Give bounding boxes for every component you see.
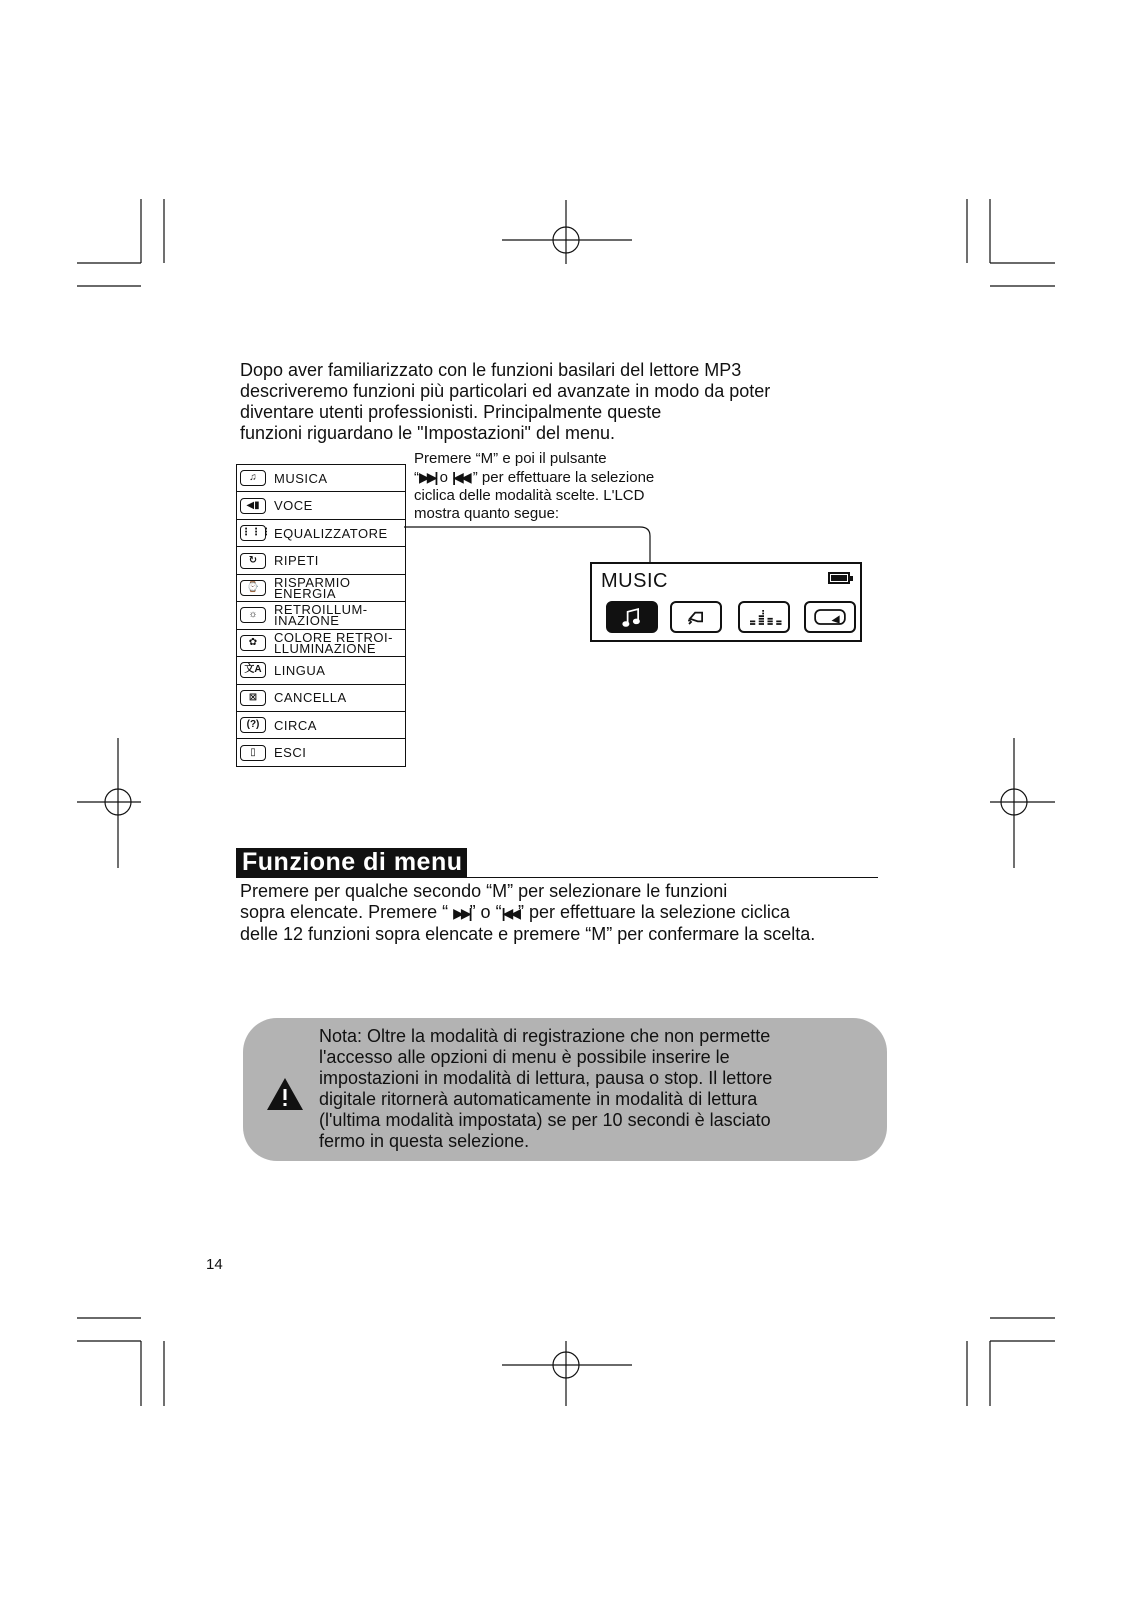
menu-item-label-line: LINGUA: [274, 662, 326, 678]
callout-line: [414, 468, 654, 487]
body-line: Premere per qualche secondo “M” per selezionare le funzioni: [240, 881, 728, 901]
prev-track-icon: |◀◀: [452, 469, 469, 485]
lcd-title: MUSIC: [601, 570, 668, 592]
menu-item[interactable]: [237, 492, 405, 519]
callout-leader-line: [404, 526, 664, 566]
settings-menu-list: [236, 464, 406, 767]
section-title: Funzione di menu: [242, 848, 463, 876]
menu-item-label-line: CIRCA: [274, 717, 317, 733]
note-line: l'accesso alle opzioni di menu è possibile inserire le: [319, 1047, 730, 1067]
menu-item-label: [274, 690, 347, 706]
lcd-equalizer-button[interactable]: [738, 601, 790, 633]
voice-icon: ◀▮: [240, 498, 266, 514]
menu-item-label: [274, 629, 393, 656]
intro-line: Dopo aver familiarizzato con le funzioni basilari del lettore MP3: [240, 360, 742, 380]
delete-icon: ⊠: [240, 690, 266, 706]
menu-item-label: [274, 745, 307, 761]
lcd-repeat-button[interactable]: [804, 601, 856, 633]
callout-or: o: [435, 469, 453, 486]
callout-line-rest: ” per effettuare la selezione: [468, 469, 655, 486]
menu-item[interactable]: [237, 630, 405, 657]
menu-item-label: [274, 574, 351, 601]
menu-item-label-line: COLORE RETROI-: [274, 629, 393, 645]
lcd-voice-button[interactable]: [670, 601, 722, 633]
menu-item-label-line: RISPARMIO: [274, 574, 351, 590]
note-box: [243, 1018, 887, 1161]
intro-paragraph: [240, 360, 770, 444]
callout-line: mostra quanto segue:: [414, 505, 560, 522]
menu-item-label: [274, 525, 388, 541]
music-note-icon: ♫: [240, 470, 266, 486]
prev-track-icon: |◀◀: [501, 905, 519, 921]
language-icon: 文A: [240, 662, 266, 678]
voice-icon: [672, 603, 720, 631]
repeat-icon: [806, 603, 854, 631]
menu-item-label-line: CANCELLA: [274, 690, 347, 706]
note-line: digitale ritornerà automaticamente in modalità di lettura: [319, 1089, 758, 1109]
menu-item-label-line: VOCE: [274, 498, 313, 514]
note-line: impostazioni in modalità di lettura, pausa o stop. Il lettore: [319, 1068, 773, 1088]
quote-mark: “: [414, 469, 419, 486]
equalizer-icon: [740, 603, 788, 631]
menu-item-label: [274, 498, 313, 514]
section-rule: [236, 877, 878, 878]
body-line: delle 12 funzioni sopra elencate e premere “M” per confermare la scelta.: [240, 924, 816, 944]
equalizer-icon: ⋮⋮⋮: [240, 525, 266, 541]
note-line: (l'ultima modalità impostata) se per 10 secondi è lasciato: [319, 1110, 771, 1130]
body-paragraph: [240, 881, 815, 945]
menu-item-label-line: RIPETI: [274, 553, 319, 569]
menu-item-label-line: INAZIONE: [274, 613, 340, 629]
note-line: fermo in questa selezione.: [319, 1131, 530, 1151]
about-icon: (?): [240, 717, 266, 733]
menu-item-label: [274, 717, 317, 733]
lcd-display: [590, 562, 862, 642]
menu-item[interactable]: [237, 712, 405, 739]
menu-item-label-line: LLUMINAZIONE: [274, 640, 377, 656]
power-save-icon: ⌚: [240, 580, 266, 596]
callout-text: [414, 450, 654, 523]
backlight-color-icon: ✿: [240, 635, 266, 651]
body-line-part: sopra elencate. Premere “: [240, 902, 454, 922]
note-text: [319, 1026, 772, 1152]
callout-line: ciclica delle modalità scelte. L'LCD: [414, 487, 645, 504]
body-line-part: ” o “: [469, 902, 502, 922]
menu-item[interactable]: [237, 465, 405, 492]
intro-line: funzioni riguardano le "Impostazioni" del menu.: [240, 423, 615, 443]
menu-item[interactable]: [237, 657, 405, 684]
repeat-icon: ↻: [240, 553, 266, 569]
intro-line: diventare utenti professionisti. Principalmente queste: [240, 402, 662, 422]
menu-item-label: [274, 662, 326, 678]
menu-item-label: [274, 470, 328, 486]
menu-item[interactable]: [237, 602, 405, 629]
intro-line: descriveremo funzioni più particolari ed avanzate in modo da poter: [240, 381, 771, 401]
battery-level-fill: [831, 575, 847, 581]
menu-item[interactable]: [237, 685, 405, 712]
backlight-icon: ☼: [240, 607, 266, 623]
section-heading: [236, 848, 467, 877]
page-number: 14: [206, 1256, 223, 1273]
next-track-icon: ▶▶|: [419, 469, 436, 485]
exit-icon: ▯: [240, 745, 266, 761]
next-track-icon: ▶▶|: [453, 905, 470, 921]
menu-item[interactable]: [237, 520, 405, 547]
menu-item-label-line: RETROILLUM-: [274, 602, 368, 618]
note-line: Nota: Oltre la modalità di registrazione che non permette: [319, 1026, 771, 1046]
callout-line: Premere “M” e poi il pulsante: [414, 450, 607, 467]
menu-item[interactable]: [237, 575, 405, 602]
menu-item[interactable]: [237, 547, 405, 574]
lcd-music-button[interactable]: [606, 601, 658, 633]
menu-item-label: [274, 553, 319, 569]
warning-icon: [265, 1076, 305, 1112]
menu-item[interactable]: [237, 739, 405, 766]
menu-item-label-line: EQUALIZZATORE: [274, 525, 388, 541]
menu-item-label-line: ESCI: [274, 745, 307, 761]
menu-item-label-line: ENERGIA: [274, 585, 337, 601]
battery-icon: [828, 572, 850, 584]
body-line: [240, 902, 815, 924]
menu-item-label-line: MUSICA: [274, 470, 328, 486]
body-line-part: ” per effettuare la selezione ciclica: [518, 902, 790, 922]
music-note-icon: [608, 603, 656, 631]
menu-item-label: [274, 602, 368, 629]
